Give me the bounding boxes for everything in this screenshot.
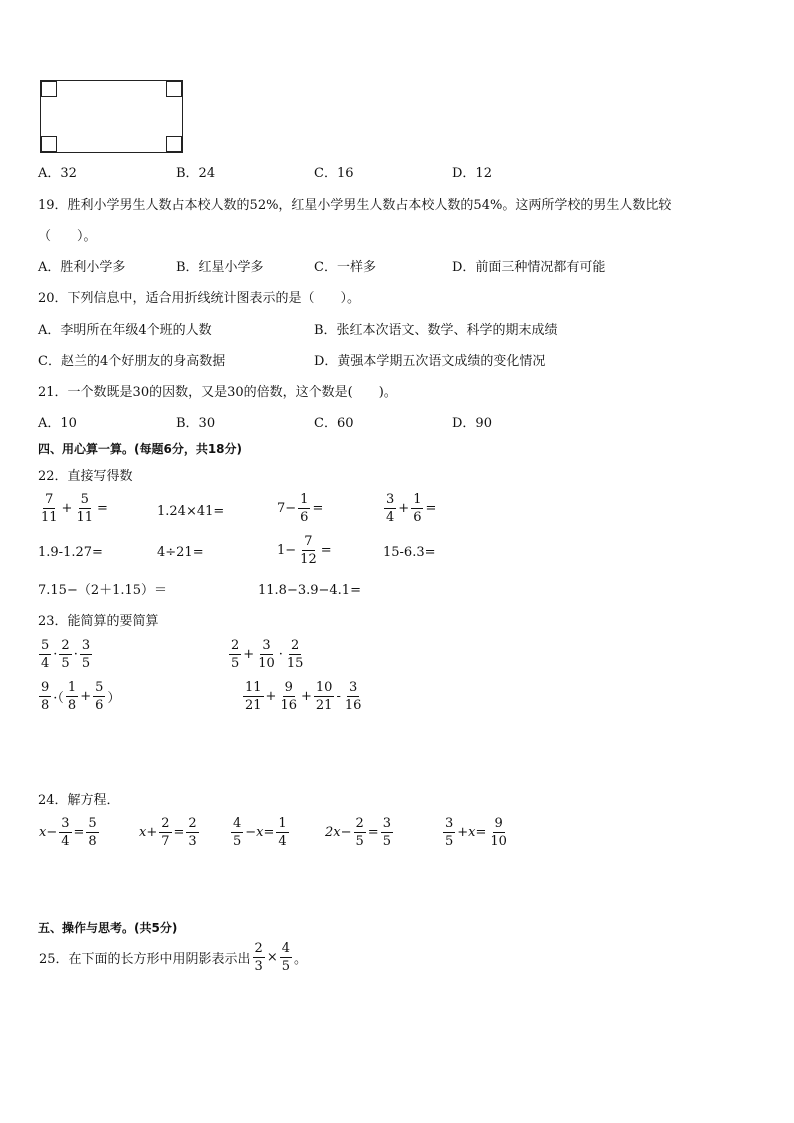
q22-item-10: 11.8−3.9−4.1=: [258, 583, 361, 598]
q22-item-7: 1− $\frac{7}{12}$ =: [277, 534, 332, 567]
rectangle-figure: [40, 80, 183, 153]
q24-equation-5: $\frac{3}{5}$ +x= $\frac{9}{10}$: [445, 816, 507, 849]
q22-item-8: 15-6.3=: [383, 545, 436, 560]
q22-stem: 22．直接写得数: [38, 469, 133, 484]
fraction: $\frac{3}{4}$: [61, 816, 70, 849]
q22-item-5: 1.9-1.27=: [38, 545, 103, 560]
q23-expression-3: $\frac{9}{8}$ ·（ $\frac{1}{8}$ + $\frac{5}{6}$ ）: [41, 680, 121, 713]
fraction: $\frac{11}{21}$: [245, 680, 262, 713]
corner-square: [166, 136, 182, 152]
fraction: $\frac{5}{11}$: [76, 492, 93, 525]
fraction: $\frac{1}{6}$: [300, 492, 309, 525]
fraction: $\frac{9}{10}$: [490, 816, 507, 849]
q22-item-9: 7.15−（2＋1.15）＝: [38, 583, 168, 598]
q18-option-c: C．16: [314, 166, 354, 181]
q24-equation-2: x+ $\frac{2}{7}$ = $\frac{2}{3}$: [139, 816, 197, 849]
q21-stem: 21．一个数既是30的因数，又是30的倍数，这个数是( )。: [38, 385, 397, 400]
q20-option-b: B．张红本次语文、数学、科学的期末成绩: [314, 323, 558, 338]
q21-option-b: B．30: [176, 416, 216, 431]
fraction: $\frac{4}{5}$: [233, 816, 242, 849]
q20-option-d: D．黄强本学期五次语文成绩的变化情况: [314, 354, 546, 369]
q22-item-1: $\frac{7}{11}$ + $\frac{5}{11}$ =: [41, 492, 108, 525]
fraction: $\frac{2}{7}$: [161, 816, 170, 849]
fraction: $\frac{1}{6}$: [413, 492, 422, 525]
q24-equation-3: $\frac{4}{5}$ −x= $\frac{1}{4}$: [233, 816, 287, 849]
fraction: $\frac{7}{12}$: [300, 534, 317, 567]
section-4-heading: 四、用心算一算。(每题6分，共18分): [38, 442, 243, 456]
corner-square: [41, 81, 57, 97]
fraction: $\frac{3}{4}$: [386, 492, 395, 525]
fraction: $\frac{4}{5}$: [281, 941, 291, 974]
q21-option-d: D．90: [452, 416, 492, 431]
q22-item-2: 1.24×41=: [157, 504, 225, 519]
q22-item-6: 4÷21=: [157, 545, 204, 560]
fraction: $\frac{3}{5}$: [445, 816, 454, 849]
fraction: $\frac{5}{8}$: [88, 816, 97, 849]
section-5-heading: 五、操作与思考。(共5分): [38, 921, 178, 935]
fraction: $\frac{2}{5}$: [231, 638, 240, 671]
fraction: $\frac{2}{5}$: [61, 638, 70, 671]
q21-option-a: A．10: [38, 416, 77, 431]
corner-square: [166, 81, 182, 97]
q19-option-c: C．一样多: [314, 260, 376, 275]
q18-option-a: A．32: [38, 166, 77, 181]
q23-stem: 23．能简算的要简算: [38, 614, 159, 629]
fraction: $\frac{2}{3}$: [188, 816, 197, 849]
fraction: $\frac{1}{8}$: [67, 680, 77, 713]
fraction: $\frac{2}{3}$: [254, 941, 263, 974]
q23-expression-1: $\frac{5}{4}$ · $\frac{2}{5}$ · $\frac{3}{5}$: [41, 638, 91, 671]
fraction: $\frac{1}{4}$: [278, 816, 287, 849]
corner-square: [41, 136, 57, 152]
q20-stem: 20．下列信息中，适合用折线统计图表示的是（ ）。: [38, 291, 361, 306]
fraction: $\frac{3}{10}$: [258, 638, 275, 671]
q18-option-b: B．24: [176, 166, 216, 181]
q22-item-4: $\frac{3}{4}$ + $\frac{1}{6}$ =: [386, 492, 437, 525]
fraction: $\frac{9}{8}$: [41, 680, 50, 713]
q23-expression-4: $\frac{11}{21}$ + $\frac{9}{16}$ + $\frac{10}{21}$ - $\frac{3}{16}$: [245, 680, 362, 713]
fraction: $\frac{5}{6}$: [95, 680, 104, 713]
q22-item-3: 7− $\frac{1}{6}$ =: [277, 492, 324, 525]
q24-equation-1: x− $\frac{3}{4}$ = $\frac{5}{8}$: [39, 816, 97, 849]
q18-option-d: D．12: [452, 166, 492, 181]
q19-blank: （ ）。: [38, 229, 97, 244]
fraction: $\frac{9}{16}$: [280, 680, 297, 713]
q24-stem: 24．解方程．: [38, 793, 120, 808]
q23-expression-2: $\frac{2}{5}$ + $\frac{3}{10}$ · $\frac{2}{15}$: [231, 638, 304, 671]
fraction: $\frac{2}{15}$: [286, 638, 304, 671]
fraction: $\frac{3}{16}$: [344, 680, 362, 713]
fraction: $\frac{7}{11}$: [41, 492, 58, 525]
fraction: $\frac{3}{5}$: [81, 638, 91, 671]
q20-option-c: C．赵兰的4个好朋友的身高数据: [38, 354, 226, 369]
q19-option-b: B．红星小学多: [176, 260, 264, 275]
fraction: $\frac{3}{5}$: [382, 816, 391, 849]
q24-equation-4: 2x− $\frac{2}{5}$ = $\frac{3}{5}$: [325, 816, 391, 849]
fraction: $\frac{2}{5}$: [355, 816, 364, 849]
q25-stem: 25．在下面的长方形中用阴影表示出 $\frac{2}{3}$ × $\frac{4}{5}$ 。: [39, 941, 308, 974]
fraction: $\frac{10}{21}$: [315, 680, 333, 713]
q19-option-a: A．胜利小学多: [38, 260, 126, 275]
q21-option-c: C．60: [314, 416, 354, 431]
q19-option-d: D．前面三种情况都有可能: [452, 260, 606, 275]
fraction: $\frac{5}{4}$: [41, 638, 50, 671]
q20-option-a: A．李明所在年级4个班的人数: [38, 323, 212, 338]
q19-stem: 19．胜利小学男生人数占本校人数的52%，红星小学男生人数占本校人数的54%。这两所学校的男生人数比较: [38, 198, 672, 213]
